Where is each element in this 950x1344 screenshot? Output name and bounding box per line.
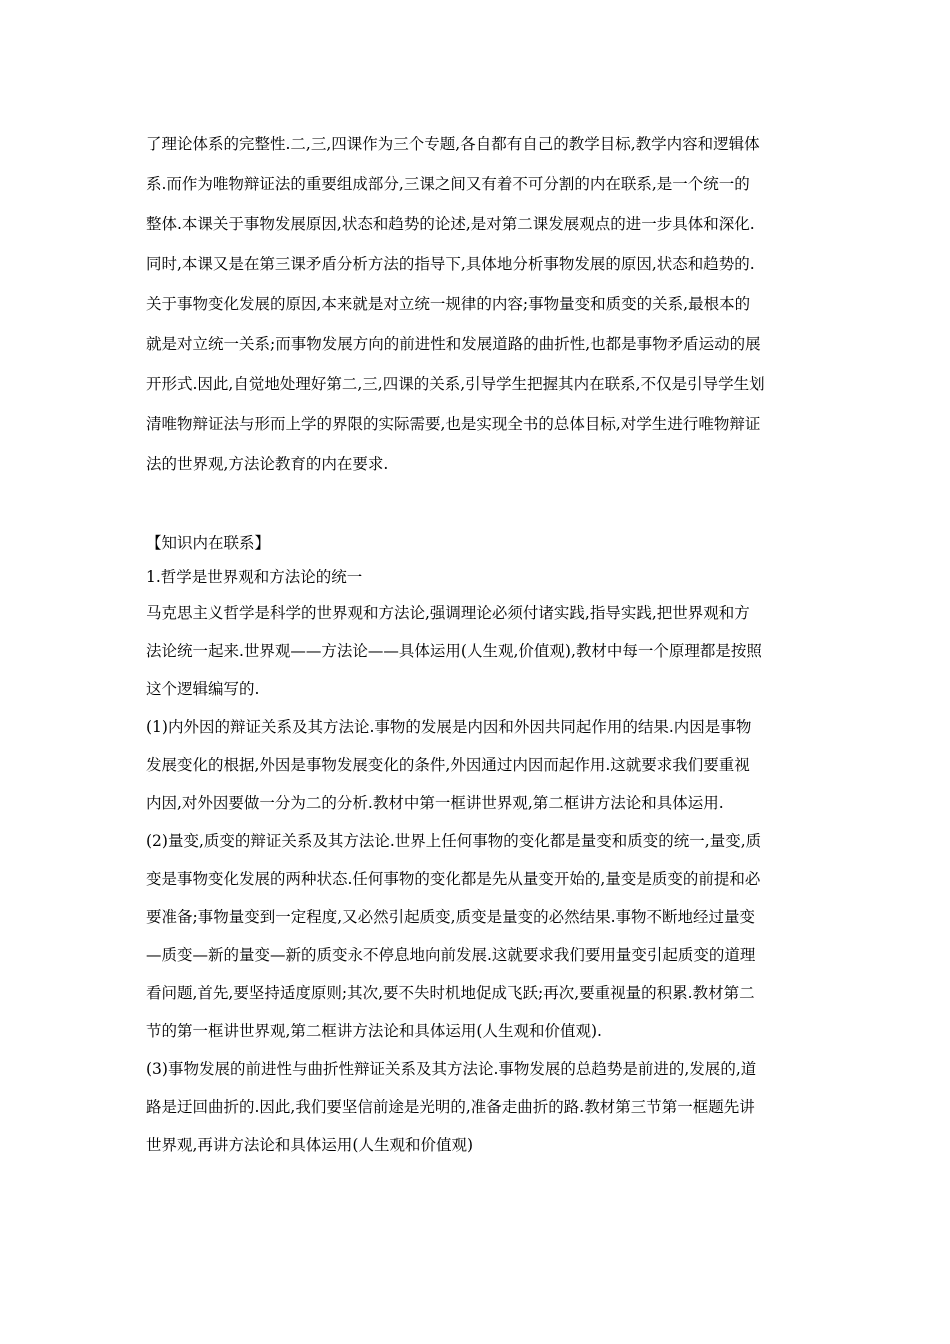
text-line: 发展变化的根据,外因是事物发展变化的条件,外因通过内因而起作用.这就要求我们要重视 [146,756,750,774]
text-line: 内因,对外因要做一分为二的分析.教材中第一框讲世界观,第二框讲方法论和具体运用. [146,794,724,812]
text-line: 系.而作为唯物辩证法的重要组成部分,三课之间又有着不可分割的内在联系,是一个统一的 [146,175,750,193]
text-line: (2)量变,质变的辩证关系及其方法论.世界上任何事物的变化都是量变和质变的统一,量变,质 [146,832,762,850]
text-line: 变是事物变化发展的两种状态.任何事物的变化都是先从量变开始的,量变是质变的前提和必 [146,870,761,888]
text-line: 清唯物辩证法与形而上学的界限的实际需要,也是实现全书的总体目标,对学生进行唯物辩证 [146,415,761,433]
text-line: 法的世界观,方法论教育的内在要求. [146,455,389,473]
text-line: 路是迂回曲折的.因此,我们要坚信前途是光明的,准备走曲折的路.教材第三节第一框题先讲 [146,1098,755,1116]
text-line: 看问题,首先,要坚持适度原则;其次,要不失时机地促成飞跃;再次,要重视量的积累.教材第二 [146,984,755,1002]
knowledge-section [146,527,816,1164]
text-line: 这个逻辑编写的. [146,680,260,698]
section-heading: 【知识内在联系】 [146,534,271,552]
intro-paragraph [146,124,816,484]
text-line: 节的第一框讲世界观,第二框讲方法论和具体运用(人生观和价值观). [146,1022,602,1040]
text-line: 同时,本课又是在第三课矛盾分析方法的指导下,具体地分析事物发展的原因,状态和趋势的. [146,255,755,273]
text-line: 要准备;事物量变到一定程度,又必然引起质变,质变是量变的必然结果.事物不断地经过量变 [146,908,756,926]
text-line: 整体.本课关于事物发展原因,状态和趋势的论述,是对第二课发展观点的进一步具体和深化. [146,215,755,233]
text-line: (3)事物发展的前进性与曲折性辩证关系及其方法论.事物发展的总趋势是前进的,发展的,道 [146,1060,757,1078]
text-line: 关于事物变化发展的原因,本来就是对立统一规律的内容;事物量变和质变的关系,最根本的 [146,295,751,313]
text-line: 法论统一起来.世界观——方法论——具体运用(人生观,价值观),教材中每一个原理都是按照 [146,642,762,660]
text-line: (1)内外因的辩证关系及其方法论.事物的发展是内因和外因共同起作用的结果.内因是事物 [146,718,752,736]
subheading: 1.哲学是世界观和方法论的统一 [146,567,363,586]
text-line: 就是对立统一关系;而事物发展方向的前进性和发展道路的曲折性,也都是事物矛盾运动的展 [146,335,761,353]
text-line: 开形式.因此,自觉地处理好第二,三,四课的关系,引导学生把握其内在联系,不仅是引导学生划 [146,375,765,393]
text-line: —质变—新的量变—新的质变永不停息地向前发展.这就要求我们要用量变引起质变的道理 [146,946,756,964]
text-line: 世界观,再讲方法论和具体运用(人生观和价值观) [146,1136,474,1154]
text-line: 了理论体系的完整性.二,三,四课作为三个专题,各自都有自己的教学目标,教学内容和逻辑体 [146,135,760,153]
text-line: 马克思主义哲学是科学的世界观和方法论,强调理论必须付诸实践,指导实践,把世界观和方 [146,604,750,622]
